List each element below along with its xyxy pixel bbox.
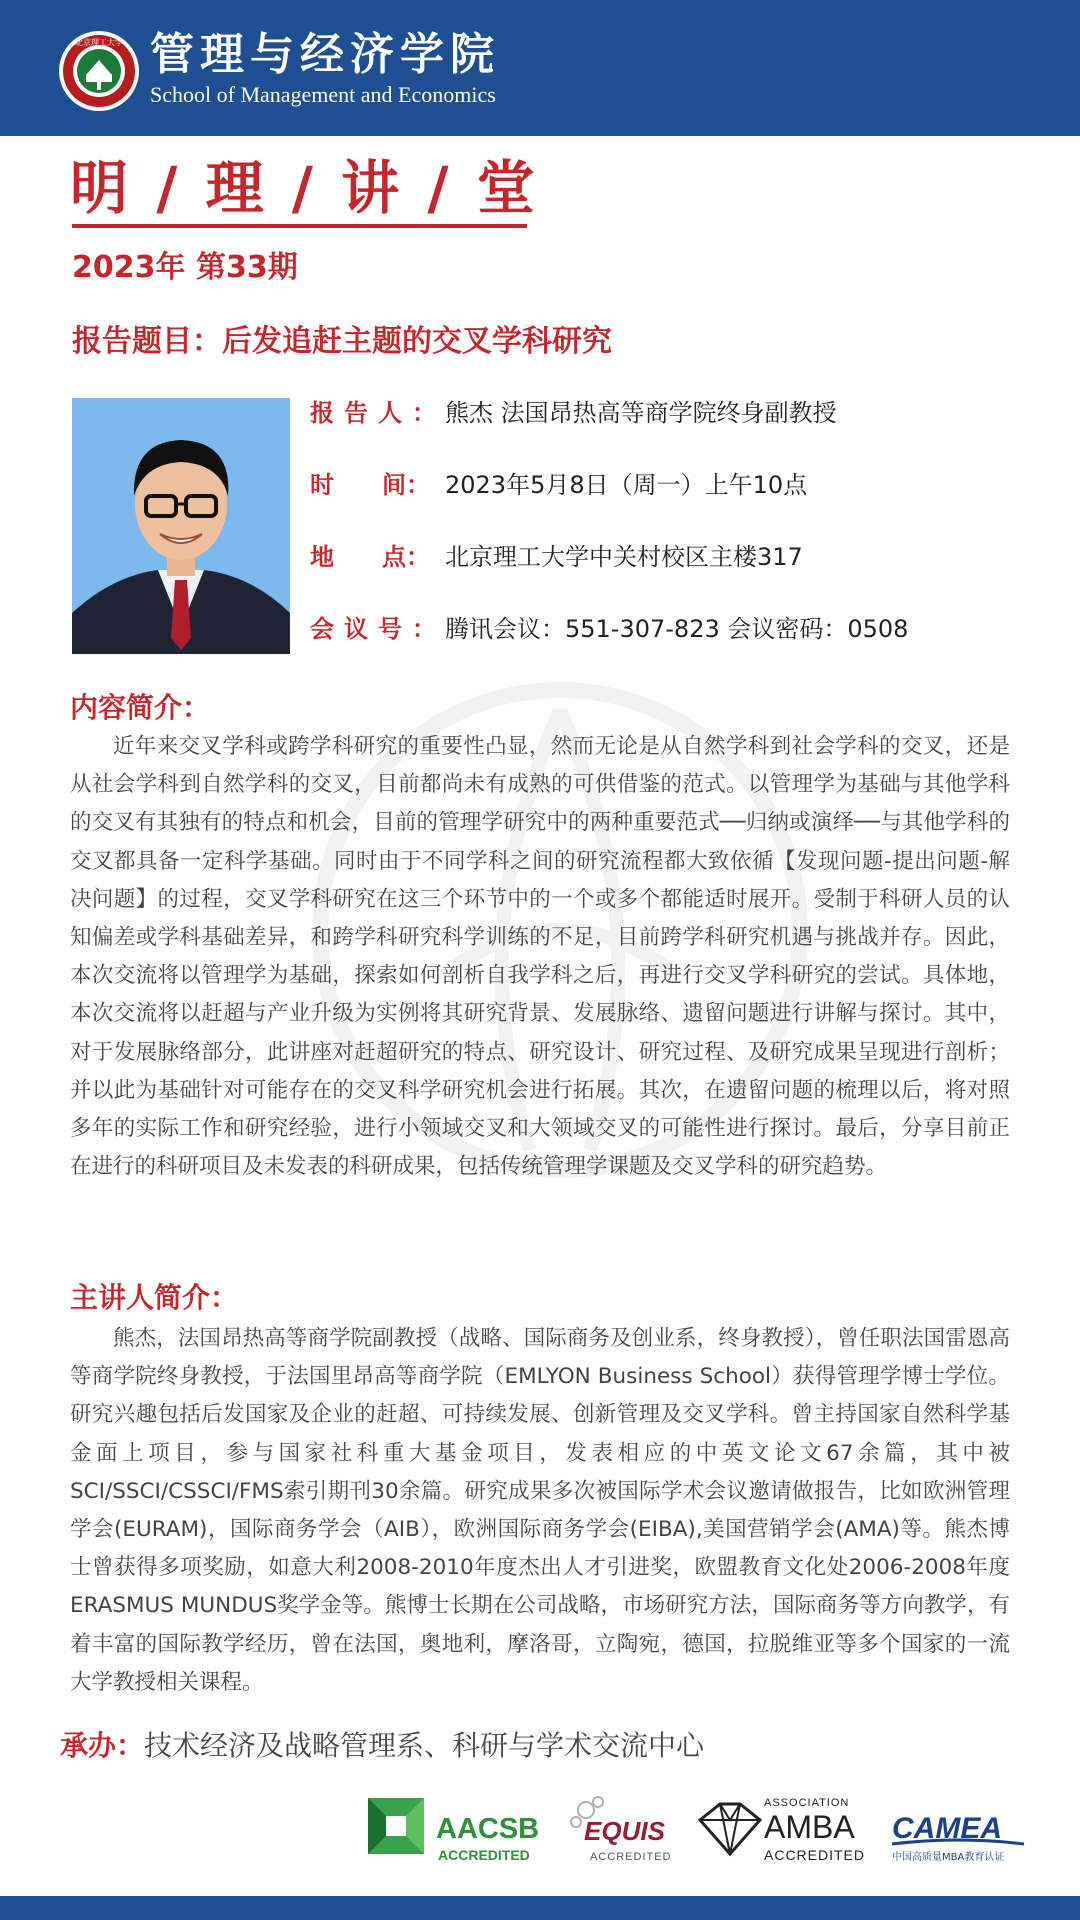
series-title: 明 / 理 / 讲 / 堂 bbox=[70, 154, 539, 222]
equis-name: EQUIS bbox=[584, 1816, 665, 1846]
meeting-label: 会议号： bbox=[310, 615, 446, 643]
amba-top: ASSOCIATION bbox=[764, 1797, 850, 1809]
time-value: 2023年5月8日（周一）上午10点 bbox=[445, 471, 808, 499]
host-label: 承办： bbox=[60, 1729, 145, 1762]
info-place bbox=[310, 537, 803, 577]
meeting-value: 腾讯会议：551-307-823 会议密码：0508 bbox=[445, 615, 909, 643]
info-time bbox=[310, 465, 807, 505]
seal-text: 北京理工大学 bbox=[75, 38, 123, 47]
header-banner bbox=[0, 0, 1080, 136]
place-value: 北京理工大学中关村校区主楼317 bbox=[445, 543, 803, 571]
camea-logo bbox=[888, 1790, 1028, 1868]
school-name-cn: 管理与经济学院 bbox=[150, 29, 500, 80]
equis-logo bbox=[564, 1790, 676, 1868]
host-line bbox=[60, 1724, 704, 1772]
bio-heading: 主讲人简介： bbox=[70, 1281, 239, 1314]
school-seal-logo bbox=[58, 30, 140, 112]
camea-sub: 中国高质量MBA教育认证 bbox=[892, 1852, 1005, 1863]
aacsb-logo bbox=[366, 1790, 542, 1868]
info-speaker bbox=[310, 393, 837, 433]
speaker-label: 报告人： bbox=[310, 399, 446, 427]
footer-bar bbox=[0, 1896, 1080, 1920]
amba-sub: ACCREDITED bbox=[764, 1847, 866, 1863]
content-heading: 内容简介： bbox=[70, 691, 211, 724]
amba-logo bbox=[694, 1790, 870, 1868]
info-meeting bbox=[310, 609, 908, 649]
speaker-photo bbox=[72, 398, 290, 654]
school-name-en: School of Management and Economics bbox=[150, 82, 496, 107]
amba-name: AMBA bbox=[764, 1809, 855, 1845]
host-value: 技术经济及战略管理系、科研与学术交流中心 bbox=[144, 1729, 705, 1762]
camea-name: CAMEA bbox=[892, 1812, 1002, 1845]
content-paragraph: 近年来交叉学科或跨学科研究的重要性凸显，然而无论是从自然学科到社会学科的交叉，还是从社会学科到自然学科的交叉，目前都尚未有成熟的可供借鉴的范式。以管理学为基础与其他学科的交叉有其独有的特点和机会，目前的管理学研究中的两种重要范式──归纳或演绎──与其他学科的交叉都具备一定科学基础。同时由于不同学科之间的研究流程都大致依循【发现问题-提出问题-解决问题】的过程，交叉学科研究在这三个环节中的一个或多个都能适时展开。受制于科研人员的认知偏差或学科基础差异，和跨学科研究科学训练的不足，目前跨学科研究机遇与挑战并存。因此，本次交流将以管理学为基础，探索如何剖析自我学科之后，再进行交叉学科研究的尝试。具体地，本次交流将以赶超与产业升级为实例将其研究背景、发展脉络、遗留问题进行讲解与探讨。其中，对于发展脉络部分，此讲座对赶超研究的特点、研究设计、研究过程、及研究成果呈现进行剖析；并以此为基础针对可能存在的交叉科学研究机会进行拓展。其次，在遗留问题的梳理以后，将对照多年的实际工作和研究经验，进行小领域交叉和大领域交叉的可能性进行探讨。最后，分享目前正在进行的科研项目及未发表的科研成果，包括传统管理学课题及交叉学科的研究趋势。 bbox=[70, 734, 1010, 1180]
equis-sub: ACCREDITED bbox=[590, 1851, 672, 1863]
report-title: 报告题目：后发追赶主题的交叉学科研究 bbox=[72, 324, 612, 359]
issue-number: 2023年 第33期 bbox=[72, 250, 298, 285]
bio-paragraph: 熊杰，法国昂热高等商学院副教授（战略、国际商务及创业系，终身教授），曾任职法国雷恩高等商学院终身教授，于法国里昂高等商学院（EMLYON Business School）获得管理学博士学位。研究兴趣包括后发国家及企业的赶超、可持续发展、创新管理及交叉学科。曾主持国家自然科学基金面上项目，参与国家社科重大基金项目，发表相应的中英文论文67余篇，其中被SCI/SSCI/CSSCI/FMS索引期刊30余篇。研究成果多次被国际学术会议邀请做报告，比如欧洲管理学会(EURAM)，国际商务学会（AIB），欧洲国际商务学会(EIBA),美国营销学会(AMA)等。熊杰博士曾获得多项奖励，如意大利2008-2010年度杰出人才引进奖，欧盟教育文化处2006-2008年度 ERASMUS MUNDUS奖学金等。熊博士长期在公司战略，市场研究方法，国际商务等方向教学，有着丰富的国际教学经历，曾在法国，奥地利，摩洛哥，立陶宛，德国，拉脱维亚等多个国家的一流大学教授相关课程。 bbox=[70, 1326, 1010, 1695]
aacsb-sub: ACCREDITED bbox=[438, 1847, 530, 1863]
time-label: 时 间： bbox=[310, 471, 430, 499]
aacsb-name: AACSB bbox=[436, 1813, 540, 1845]
title-underline bbox=[72, 224, 527, 228]
speaker-value: 熊杰 法国昂热高等商学院终身副教授 bbox=[445, 399, 837, 427]
place-label: 地 点： bbox=[310, 543, 430, 571]
